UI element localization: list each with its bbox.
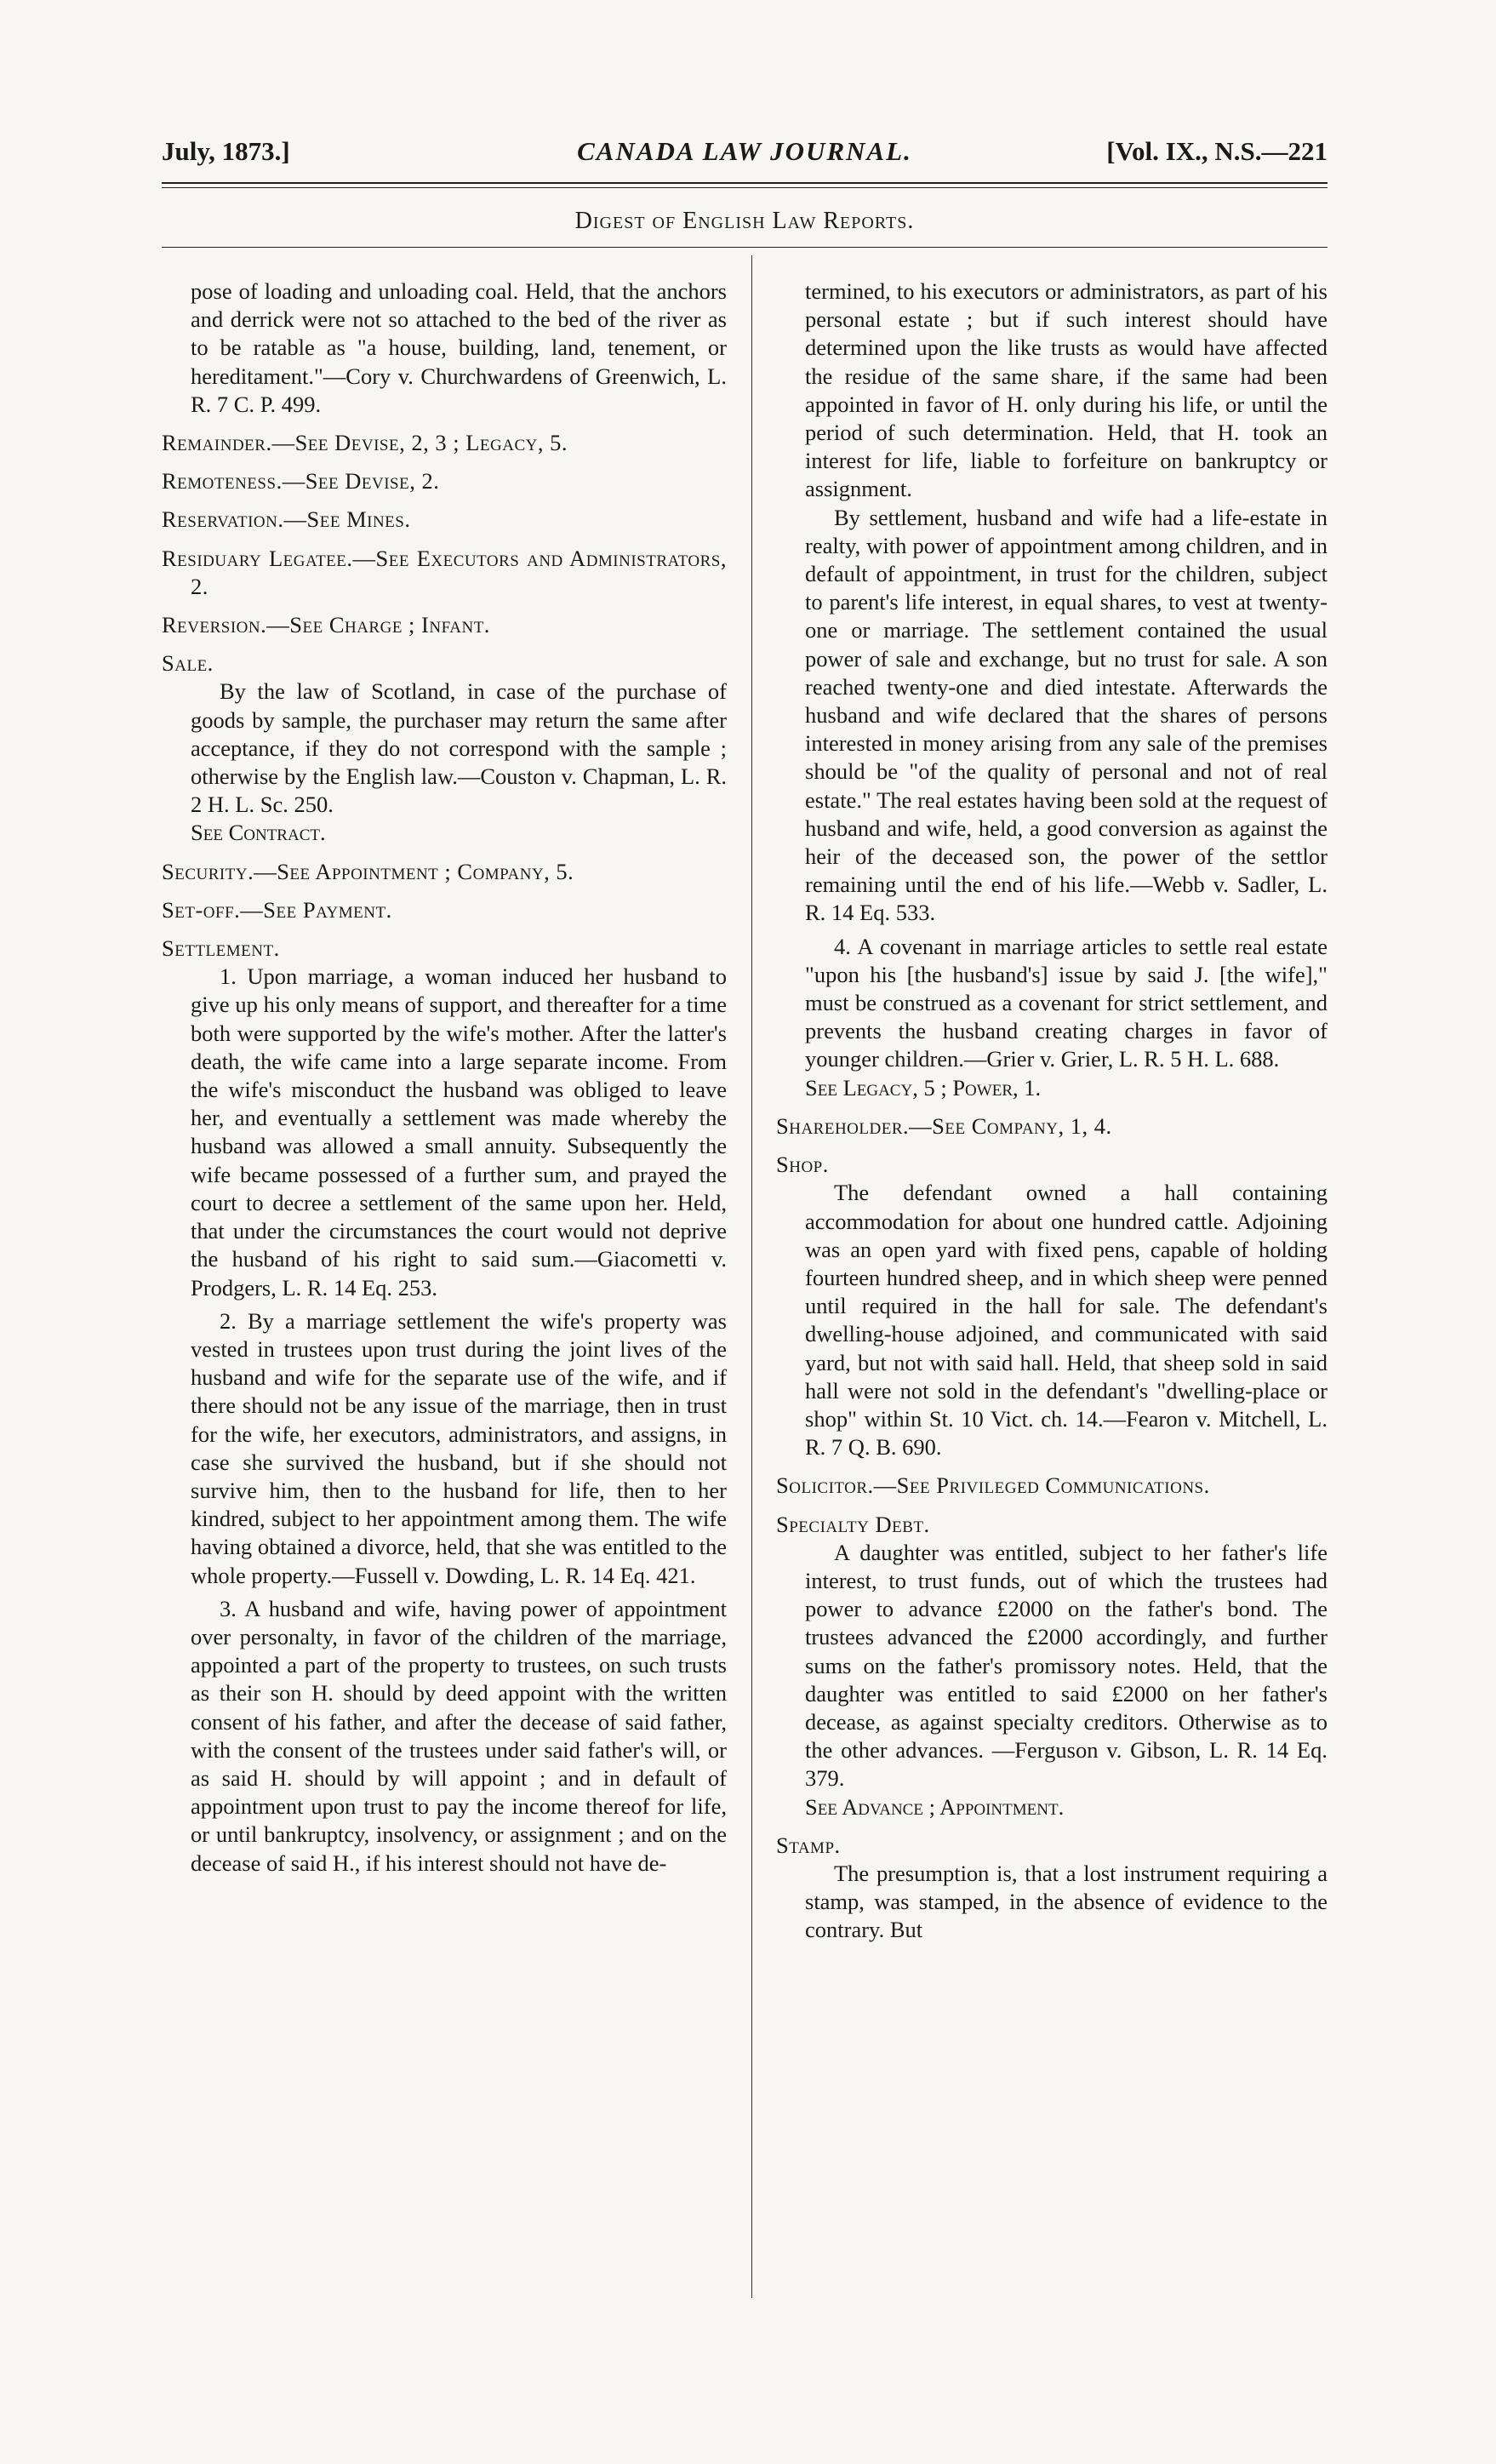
left-column — [162, 277, 727, 1888]
specialty-see: See Advance ; Appointment. — [805, 1793, 1065, 1820]
continued-paragraph: pose of loading and unloading coal. Held, that the anchors and derrick were not so attached to the bed of the river as to be ratable as "a house, building, land, tenement, or hereditament."—Cory v. Churchwardens of Greenwich, L. R. 7 C. P. 499. — [191, 278, 727, 417]
settlement-2: 2. By a marriage settlement the wife's property was vested in trustees upon trust during the joint lives of the husband and wife for the separate use of the wife, and if there should not be any issue of the marriage, then in trust for the wife, her executors, administrators, and assigns, in case she survived the husband, but if she should not survive him, then to the husband for life, then to her kindred, subject to her appointment among them. The wife having obtained a divorce, held, that she was entitled to the whole property.—Fussell v. Dowding, L. R. 14 Eq. 421. — [191, 1307, 727, 1588]
settlement-see: See Legacy, 5 ; Power, 1. — [805, 1074, 1042, 1101]
settlement-3: 3. A husband and wife, having power of appointment over personalty, in favor of the children of the marriage, appointed a part of the property to trustees, on such trusts as their son H. should by deed appoint with the written consent of his father, and after the decease of said father, with the consent of the trustees under said father's will, or as said H. should by will appoint ; and in default of appointment upon trust to pay the income thereof for life, or until bankruptcy, insolvency, or assignment ; and on the decease of said H., if his interest should not have de- — [191, 1595, 727, 1876]
settlement-paragraph: By settlement, husband and wife had a life-estate in realty, with power of appointment among children, and in default of appointment, in trust for the children, subject to parent's life interest, in equal shares, to vest at twenty-one or marriage. The settlement contained the usual power of sale and exchange, but no trust for sale. A son reached twenty-one and died intestate. Afterwards the husband and wife declared that the shares of persons interested in money arising from any sale of the premises should be "of the quality of personal and not of real estate." The real estates having been sold at the request of husband and wife, held, a good conversion as against the heir of the deceased son, the power of the settlor remaining until the end of his life.—Webb v. Sadler, L. R. 14 Eq. 533. — [805, 504, 1328, 926]
stamp-heading: Stamp. — [776, 1832, 841, 1858]
header-rule-top — [162, 182, 1328, 184]
section-title: Digest of English Law Reports. — [574, 208, 915, 234]
entry-settlement — [162, 935, 727, 1878]
running-header — [162, 136, 1328, 179]
right-column — [776, 277, 1328, 1955]
sale-heading: Sale. — [162, 650, 214, 677]
entry-security: Security.—See Appointment ; Company, 5. — [162, 858, 574, 884]
shop-heading: Shop. — [776, 1152, 829, 1178]
entry-sale — [162, 649, 727, 847]
entry-set-off: Set-off.—See Payment. — [162, 896, 392, 923]
entry-solicitor: Solicitor.—See Privileged Communications. — [776, 1472, 1210, 1499]
entry-shareholder: Shareholder.—See Company, 1, 4. — [776, 1112, 1112, 1139]
entry-remainder: Remainder.—See Devise, 2, 3 ; Legacy, 5. — [162, 430, 568, 456]
header-rule-bottom — [162, 187, 1328, 188]
specialty-heading: Specialty Debt. — [776, 1511, 930, 1537]
entry-residuary-legatee: Residuary Legatee.—See Executors and Administrators, 2. — [162, 545, 727, 599]
entry-shop — [776, 1151, 1328, 1461]
header-date: July, 1873.] — [162, 136, 290, 166]
entry-reversion: Reversion.—See Charge ; Infant. — [162, 612, 490, 638]
entry-reservation: Reservation.—See Mines. — [162, 506, 411, 533]
stamp-text: The presumption is, that a lost instrument requiring a stamp, was stamped, in the absence of evidence to the contrary. But — [805, 1860, 1328, 1943]
section-rule — [162, 247, 1328, 248]
column-divider — [751, 255, 752, 2298]
shop-text: The defendant owned a hall containing accommodation for about one hundred cattle. Adjoining was an open yard with fixed pens, capable of holding fourteen hundred sheep, and in which sheep were penned until required in the hall for sale. The defendant's dwelling-house adjoined, and communicated with said yard, but not with said hall. Held, that sheep sold in said hall were not sold in the defendant's "dwelling-place or shop" within St. 10 Vict. ch. 14.—Fearon v. Mitchell, L. R. 7 Q. B. 690. — [805, 1180, 1328, 1461]
settlement-heading: Settlement. — [162, 935, 280, 962]
entry-stamp — [776, 1832, 1328, 1945]
specialty-text: A daughter was entitled, subject to her father's life interest, to trust funds, out of which the trustees had power to advance £2000 on the father's bond. The trustees advanced the £2000 accordingly, and further sums on the father's promissory notes. Held, that the daughter was entitled to said £2000 on her father's decease, as against specialty creditors. Otherwise as to the other advances. —Ferguson v. Gibson, L. R. 14 Eq. 379. — [805, 1539, 1328, 1792]
settlement-1: 1. Upon marriage, a woman induced her husband to give up his only means of support, and thereafter for a time both were supported by the wife's mother. After the latter's death, the wife came into a large separate income. From the wife's misconduct the husband was obliged to leave her, and eventually a settlement was made whereby the husband was allowed a small annuity. Subsequently the wife became possessed of a further sum, and prayed the court to decree a settlement of the same upon her. Held, that under the circumstances the court would not deprive the husband of his right to said sum.—Giacometti v. Prodgers, L. R. 14 Eq. 253. — [191, 963, 727, 1301]
continued-settlement-3: termined, to his executors or administrators, as part of his personal estate ; but if such interest should have determined upon the like trusts as would have affected the residue of the same share, if the same had been appointed in favor of H. only during his life, or until the period of such determination. Held, that H. took an interest for life, liable to forfeiture on bankruptcy or assignment. By settlement, husband and wife had a life-estate in realty, with power of appointment among children, and in default of appointment, in trust for the children, subject to parent's life interest, in equal shares, to vest at twenty-one or marriage. The settlement contained the usual power of sale and exchange, but no trust for sale. A son reached twenty-one and died intestate. Afterwards the husband and wife declared that the shares of persons interested in money arising from any sale of the premises should be "of the quality of personal and not of real estate." The real estates having been sold at the request of husband and wife, held, a good conversion as against the heir of the deceased son, the power of the settlor remaining until the end of his life.—Webb v. Sadler, L. R. 14 Eq. 533. 4. A covenant in marriage articles to settle real estate "upon his [the husband's] issue by said J. [the wife]," must be construed as a covenant for strict settlement, and prevents the husband creating charges in favor of younger children.—Grier v. Grier, L. R. 5 H. L. 688. See Legacy, 5 ; Power, 1. — [776, 277, 1328, 1102]
sale-see: See Contract. — [191, 820, 326, 846]
sale-text: By the law of Scotland, in case of the purchase of goods by sample, the purchaser may return the same after acceptance, if they do not correspond with the sample ; otherwise by the English law.—Couston v. Chapman, L. R. 2 H. L. Sc. 250. — [191, 678, 727, 818]
settlement-4: 4. A covenant in marriage articles to settle real estate "upon his [the husband's] issue by said J. [the wife]," must be construed as a covenant for strict settlement, and prevents the husband creating charges in favor of younger children.—Grier v. Grier, L. R. 5 H. L. 688. — [805, 933, 1328, 1072]
entry-remoteness: Remoteness.—See Devise, 2. — [162, 468, 440, 495]
header-volume-page: [Vol. IX., N.S.—221 — [1106, 136, 1328, 166]
header-journal-title: CANADA LAW JOURNAL. — [577, 136, 912, 166]
entry-specialty-debt — [776, 1511, 1328, 1821]
